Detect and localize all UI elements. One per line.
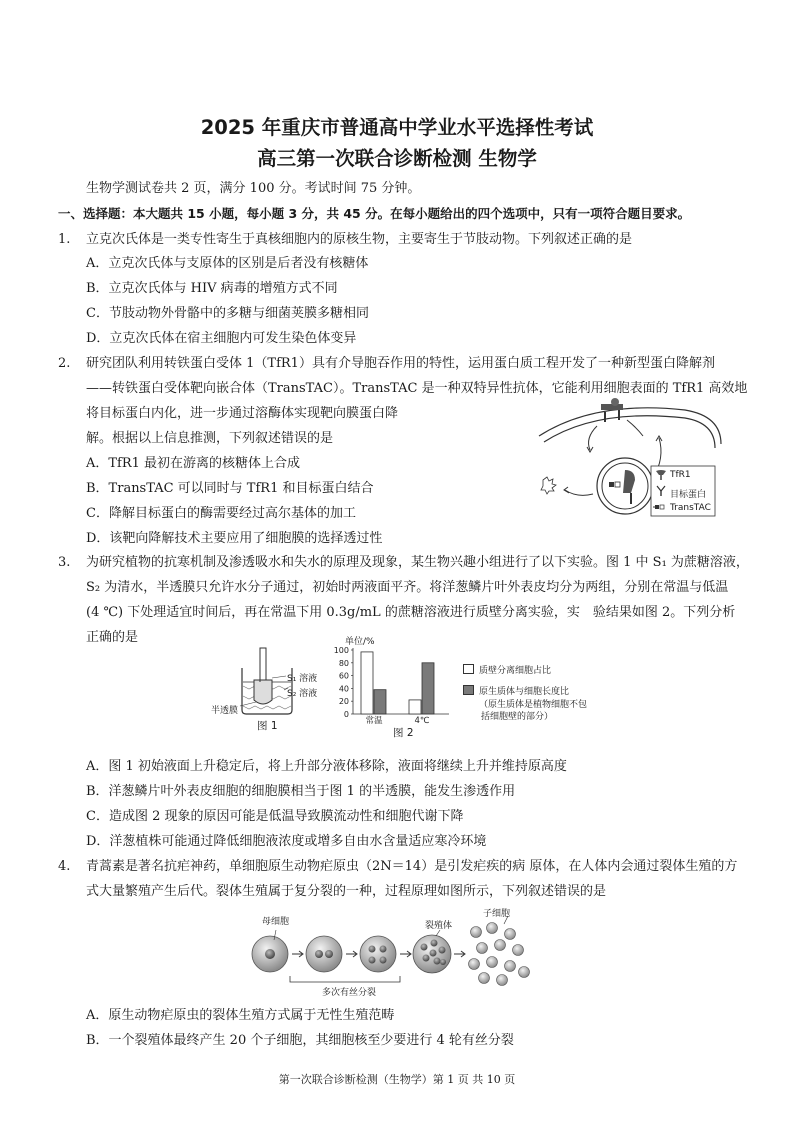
bar-2 bbox=[374, 690, 386, 714]
daughter-cells bbox=[469, 923, 530, 986]
option-c: C．降解目标蛋白的酶需要经过高尔基体的加工 bbox=[86, 506, 356, 521]
mother-cell bbox=[252, 936, 288, 972]
internalized-complex-icon bbox=[609, 470, 635, 504]
mitosis-label: 多次有丝分裂 bbox=[322, 988, 377, 998]
question-stem: 立克次氏体是一类专性寄生于真核细胞内的原核生物，主要寄生于节肢动物。下列叙述正确的是 bbox=[86, 232, 633, 247]
question-stem-line: ——转铁蛋白受体靶向嵌合体（TransTAC）。TransTAC 是一种双特异性抗体，它能利用细胞表面的 TfR1 高效地 bbox=[86, 381, 748, 396]
y-tick-label: 60 bbox=[338, 671, 349, 681]
legend-transtac-label: TransTAC bbox=[670, 503, 711, 513]
legend-series2-label: 原生质体与细胞长度比 bbox=[479, 687, 570, 697]
dividing-cell bbox=[360, 936, 396, 972]
legend-swatch-series1 bbox=[463, 664, 474, 674]
option-d: D．立克次氏体在宿主细胞内可发生染色体变异 bbox=[86, 331, 357, 346]
option-b: B．洋葱鳞片叶外表皮细胞的细胞膜相当于图 1 的半透膜，能发生渗透作用 bbox=[86, 784, 516, 799]
figure1-caption: 图 1 bbox=[257, 720, 278, 732]
arrow-head-icon bbox=[564, 487, 569, 493]
option-a: A．立克次氏体与支原体的区别是后者没有核糖体 bbox=[86, 256, 369, 271]
page-footer: 第一次联合诊断检测（生物学）第 1 页 共 10 页 bbox=[278, 1073, 516, 1086]
question-stem-line: S₂ 为清水，半透膜只允许水分子通过，初始时两液面平齐。将洋葱鳞片叶外表皮均分为两组，分别在常温与低温 bbox=[86, 580, 729, 595]
bar-1 bbox=[409, 700, 421, 714]
question-stem-line: 为研究植物的抗寒机制及渗透吸水和失水的原理及现象，某生物兴趣小组进行了以下实验。图 1 中 S₁ 为蔗糖溶液， bbox=[86, 555, 749, 570]
mother-cell-label: 母细胞 bbox=[262, 917, 290, 927]
question-stem-line: 青蒿素是著名抗疟神药，单细胞原生动物疟原虫（2N＝14）是引发疟疾的病 原体，在人体内会通过裂体生殖的方 bbox=[86, 859, 738, 874]
legend-swatch-series2 bbox=[463, 685, 474, 695]
question-stem-line: 将目标蛋白内化，进一步通过溶酶体实现靶向膜蛋白降 bbox=[86, 406, 399, 421]
arrow-icon bbox=[565, 490, 593, 495]
arrow-icon bbox=[627, 420, 643, 436]
exam-intro: 生物学测试卷共 2 页，满分 100 分。考试时间 75 分钟。 bbox=[86, 181, 421, 196]
option-d: D．洋葱植株可能通过降低细胞液浓度或增多自由水含量适应寒冷环境 bbox=[86, 834, 487, 849]
x-tick-label: 常温 bbox=[365, 716, 383, 726]
legend-series1-label: 质壁分离细胞占比 bbox=[479, 666, 552, 676]
question-stem-line: 解。根据以上信息推测，下列叙述错误的是 bbox=[86, 431, 334, 446]
dividing-cell bbox=[306, 936, 342, 972]
question-number: 3. bbox=[58, 555, 71, 570]
s1-solution-label: S₁ 溶液 bbox=[287, 674, 318, 684]
cell-membrane bbox=[539, 408, 721, 444]
exam-subtitle: 高三第一次联合诊断检测 生物学 bbox=[257, 147, 537, 170]
question-number: 2. bbox=[58, 356, 71, 371]
legend-note-line: 括细胞壁的部分） bbox=[481, 712, 554, 722]
schizont-label: 裂殖体 bbox=[425, 921, 453, 931]
membrane-label: 半透膜 bbox=[211, 706, 239, 716]
legend-note-line: （原生质体是植物细胞不包 bbox=[479, 700, 588, 710]
bar-2 bbox=[422, 663, 434, 714]
question-stem-line: (4 ℃) 下处理适宜时间后，再在常温下用 0.3g/mL 的蔗糖溶液进行质壁分离实验，实 验结果如图 2。下列分析 bbox=[86, 605, 736, 620]
exam-title: 2025 年重庆市普通高中学业水平选择性考试 bbox=[200, 116, 594, 139]
option-a: A．TfR1 最初在游离的核糖体上合成 bbox=[86, 456, 301, 471]
y-tick-label: 100 bbox=[333, 646, 349, 655]
degraded-protein-icon bbox=[541, 477, 556, 494]
schizont bbox=[413, 935, 451, 973]
option-c: C．节肢动物外骨骼中的多糖与细菌荚膜多糖相同 bbox=[86, 306, 369, 321]
bar-chart bbox=[325, 644, 455, 730]
arrow-icon bbox=[589, 426, 597, 450]
y-tick-label: 0 bbox=[343, 710, 349, 719]
option-d: D．该靶向降解技术主要应用了细胞膜的选择透过性 bbox=[86, 531, 383, 546]
chart-ylabel: 单位/% bbox=[345, 637, 375, 647]
question-stem-line: 研究团队利用转铁蛋白受体 1（TfR1）具有介导胞吞作用的特性，运用蛋白质工程开发了一种新型蛋白降解剂 bbox=[86, 356, 715, 371]
option-b: B．立克次氏体与 HIV 病毒的增殖方式不同 bbox=[86, 281, 338, 296]
figure2-caption: 图 2 bbox=[393, 727, 414, 739]
x-tick-label: 4℃ bbox=[414, 716, 430, 726]
section-heading: 一、选择题：本大题共 15 小题，每小题 3 分，共 45 分。在每小题给出的四个选项中，只有一项符合题目要求。 bbox=[58, 206, 691, 221]
daughter-cell-label: 子细胞 bbox=[483, 909, 511, 919]
question-stem-line: 式大量繁殖产生后代。裂体生殖属于复分裂的一种，过程原理如图所示，下列叙述错误的是 bbox=[86, 884, 607, 899]
y-tick-label: 80 bbox=[338, 658, 349, 668]
bracket bbox=[290, 976, 400, 982]
s2-solution-label: S₂ 溶液 bbox=[287, 689, 318, 699]
y-tick-label: 20 bbox=[338, 697, 349, 707]
option-b: B．TransTAC 可以同时与 TfR1 和目标蛋白结合 bbox=[86, 481, 374, 496]
option-c: C．造成图 2 现象的原因可能是低温导致膜流动性和细胞代谢下降 bbox=[86, 809, 464, 824]
question-number: 4. bbox=[58, 859, 71, 874]
question-number: 1. bbox=[58, 232, 71, 247]
question-stem-line: 正确的是 bbox=[86, 630, 139, 645]
bar-1 bbox=[361, 652, 373, 714]
legend-target-protein-label: 目标蛋白 bbox=[670, 490, 707, 500]
option-a: A．原生动物疟原虫的裂体生殖方式属于无性生殖范畴 bbox=[86, 1008, 395, 1023]
legend-tfr1-label: TfR1 bbox=[670, 470, 691, 480]
schizogony-diagram bbox=[248, 910, 538, 996]
option-a: A．图 1 初始液面上升稳定后，将上升部分液体移除，液面将继续上升并维持原高度 bbox=[86, 759, 567, 774]
option-b: B．一个裂殖体最终产生 20 个子细胞，其细胞核至少要进行 4 轮有丝分裂 bbox=[86, 1033, 514, 1048]
y-tick-label: 40 bbox=[338, 684, 349, 694]
